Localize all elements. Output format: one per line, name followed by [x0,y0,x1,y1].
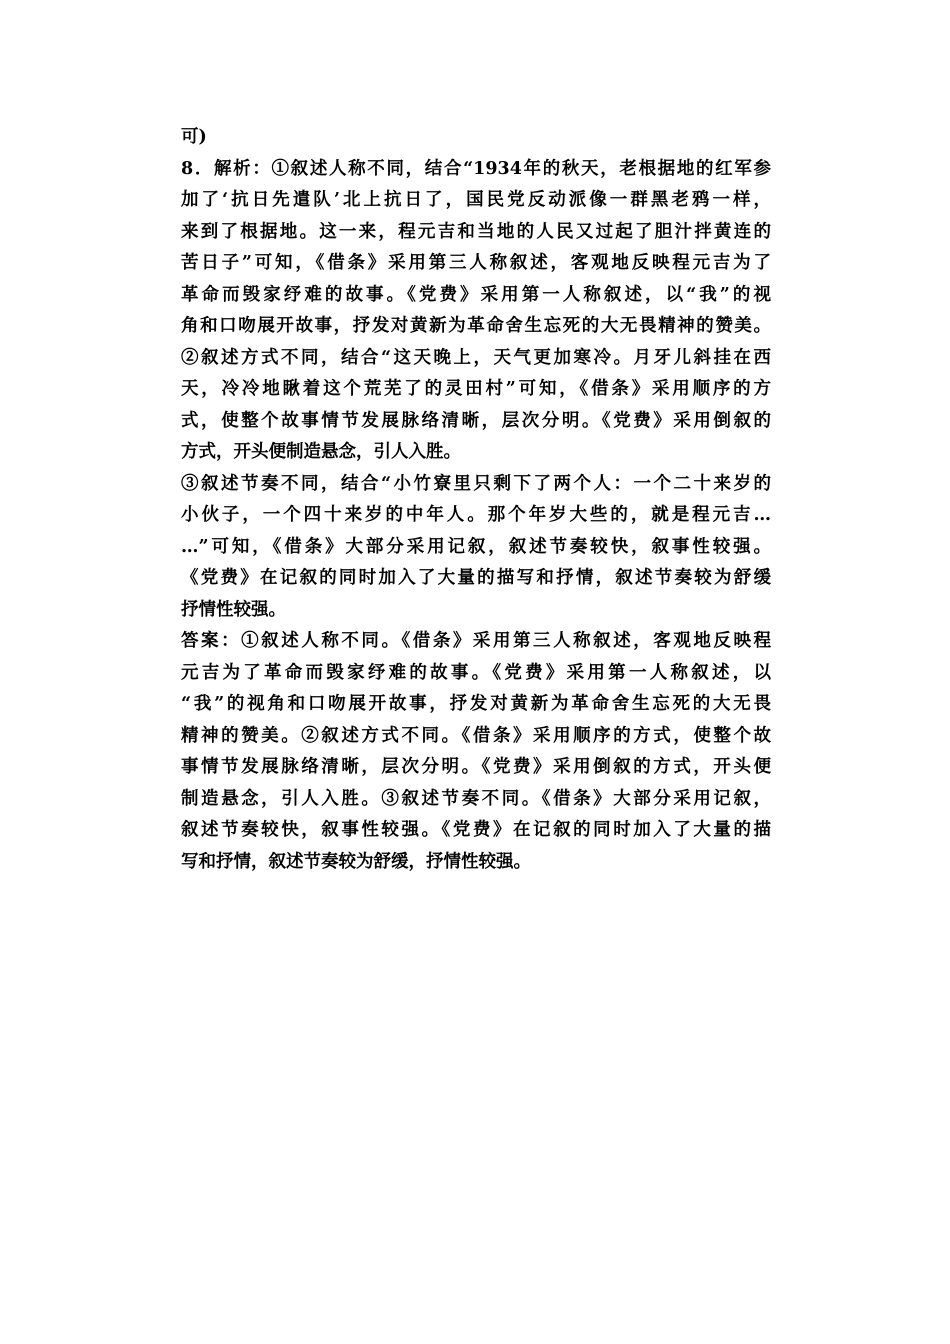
answer-line: 事情节发展脉络清晰，层次分明。《党费》采用倒叙的方式，开头便 [181,757,771,777]
continuation-text: 可) [181,127,207,147]
explanation-line: 苦日子”可知，《借条》采用第三人称叙述，客观地反映程元吉为了 [181,253,771,273]
answer-line [181,626,771,658]
explanation-line [181,154,771,186]
answer-line: 叙述节奏较快，叙事性较强。《党费》在记叙的同时加入了大量的描 [181,820,771,840]
answer-label: 答案： [181,631,242,651]
answer-line: “我”的视角和口吻展开故事，抒发对黄新为革命舍生忘死的大无畏 [181,694,771,714]
explanation-line: 方式，开头便制造悬念，引人入胜。 [181,442,461,462]
answer-line: 制造悬念，引人入胜。③叙述节奏不同。《借条》大部分采用记叙， [181,788,771,809]
answer-line: 元吉为了革命而毁家纾难的故事。《党费》采用第一人称叙述，以 [181,662,771,683]
explanation-line: 小伙子，一个四十来岁的中年人。那个年岁大些的，就是程元吉… [181,505,771,525]
explanation-line: …”可知，《借条》大部分采用记叙，叙述节奏较快，叙事性较强。 [181,536,771,557]
explanation-line: 抒情性较强。 [181,599,286,620]
explanation-line: ③叙述节奏不同，结合“小竹寮里只剩下了两个人：一个二十来岁的 [181,473,771,494]
explanation-line: 角和口吻展开故事，抒发对黄新为革命舍生忘死的大无畏精神的赞美。 [181,316,771,336]
explanation-line: 革命而毁家纾难的故事。《党费》采用第一人称叙述，以“我”的视 [181,284,771,305]
answer-section [181,626,771,878]
explanation-line: ②叙述方式不同，结合“这天晚上，天气更加寒冷。月牙儿斜挂在西 [181,347,771,368]
explanation-label: 8．解析： [181,158,272,179]
document-body [181,122,771,878]
explanation-text: ①叙述人称不同，结合“1934年的秋天，老根据地的红军参 [271,158,771,179]
explanation-line: 来到了根据地。这一来，程元吉和当地的人民又过起了胆汁拌黄连的 [181,221,771,242]
explanation-line: 式，使整个故事情节发展脉络清晰，层次分明。《党费》采用倒叙的 [181,410,771,431]
explanation-line: 天，冷冷地瞅着这个荒芜了的灵田村”可知，《借条》采用顺序的方 [181,379,771,399]
explanation-section [181,154,771,627]
explanation-line: 加了‘抗日先遣队’北上抗日了，国民党反动派像一群黑老鸦一样， [181,190,771,210]
answer-line: 精神的赞美。②叙述方式不同。《借条》采用顺序的方式，使整个故 [181,725,771,746]
answer-line: 写和抒情，叙述节奏较为舒缓，抒情性较强。 [181,851,531,872]
answer-text: ①叙述人称不同。《借条》采用第三人称叙述，客观地反映程 [241,631,772,651]
explanation-line: 《党费》在记叙的同时加入了大量的描写和抒情，叙述节奏较为舒缓 [181,568,771,588]
